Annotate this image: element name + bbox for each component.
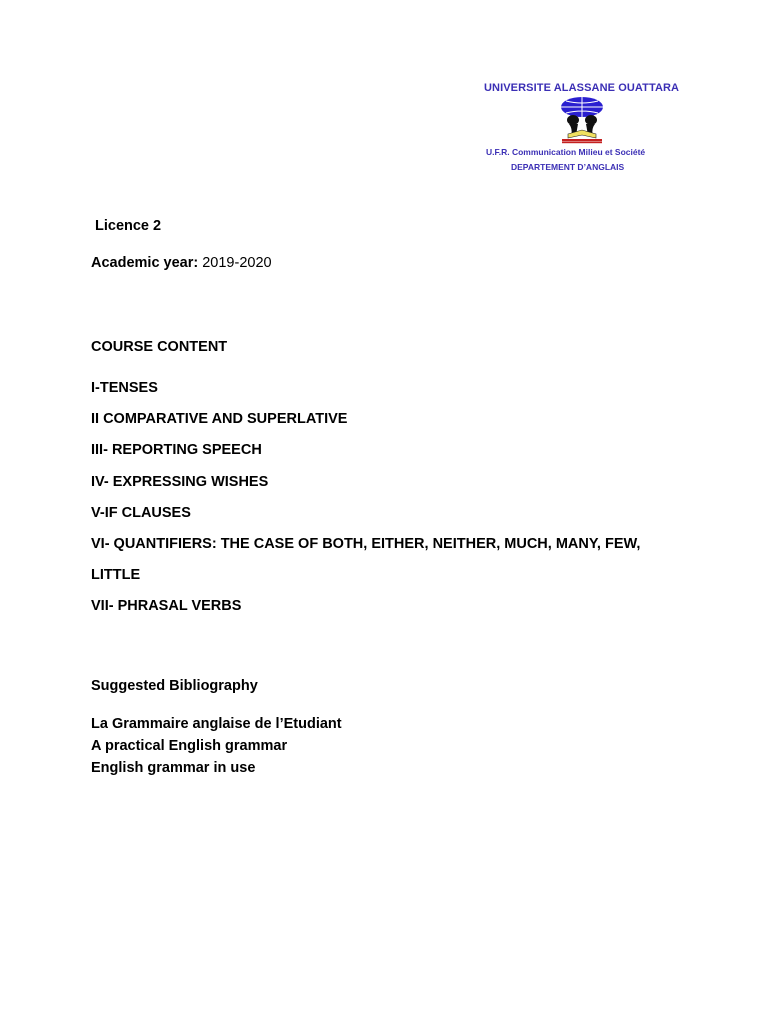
course-item: LITTLE (91, 567, 141, 583)
department-line: DEPARTEMENT D’ANGLAIS (511, 162, 625, 172)
university-name: UNIVERSITE ALASSANE OUATTARA (484, 82, 680, 94)
course-item: V-IF CLAUSES (91, 505, 191, 521)
course-content-title: COURSE CONTENT (91, 339, 228, 355)
academic-year (91, 256, 272, 271)
course-item: IV- EXPRESSING WISHES (91, 474, 269, 490)
bibliography-item: La Grammaire anglaise de l’Etudiant (91, 716, 342, 732)
course-item: II COMPARATIVE AND SUPERLATIVE (91, 411, 348, 427)
ufr-line: U.F.R. Communication Milieu et Société (486, 147, 646, 157)
course-item: I-TENSES (91, 380, 158, 396)
bibliography-title: Suggested Bibliography (91, 678, 258, 694)
academic-year-value: 2019-2020 (202, 255, 272, 271)
course-item: III- REPORTING SPEECH (91, 442, 262, 458)
course-item: VI- QUANTIFIERS: THE CASE OF BOTH, EITHER, NEITHER, MUCH, MANY, FEW, (91, 536, 641, 552)
bibliography-item: English grammar in use (91, 760, 256, 776)
bibliography-item: A practical English grammar (91, 738, 288, 754)
level-label: Licence 2 (95, 218, 162, 234)
academic-year-label: Academic year: (91, 255, 199, 271)
course-item: VII- PHRASAL VERBS (91, 598, 242, 614)
university-logo-icon (556, 96, 608, 144)
